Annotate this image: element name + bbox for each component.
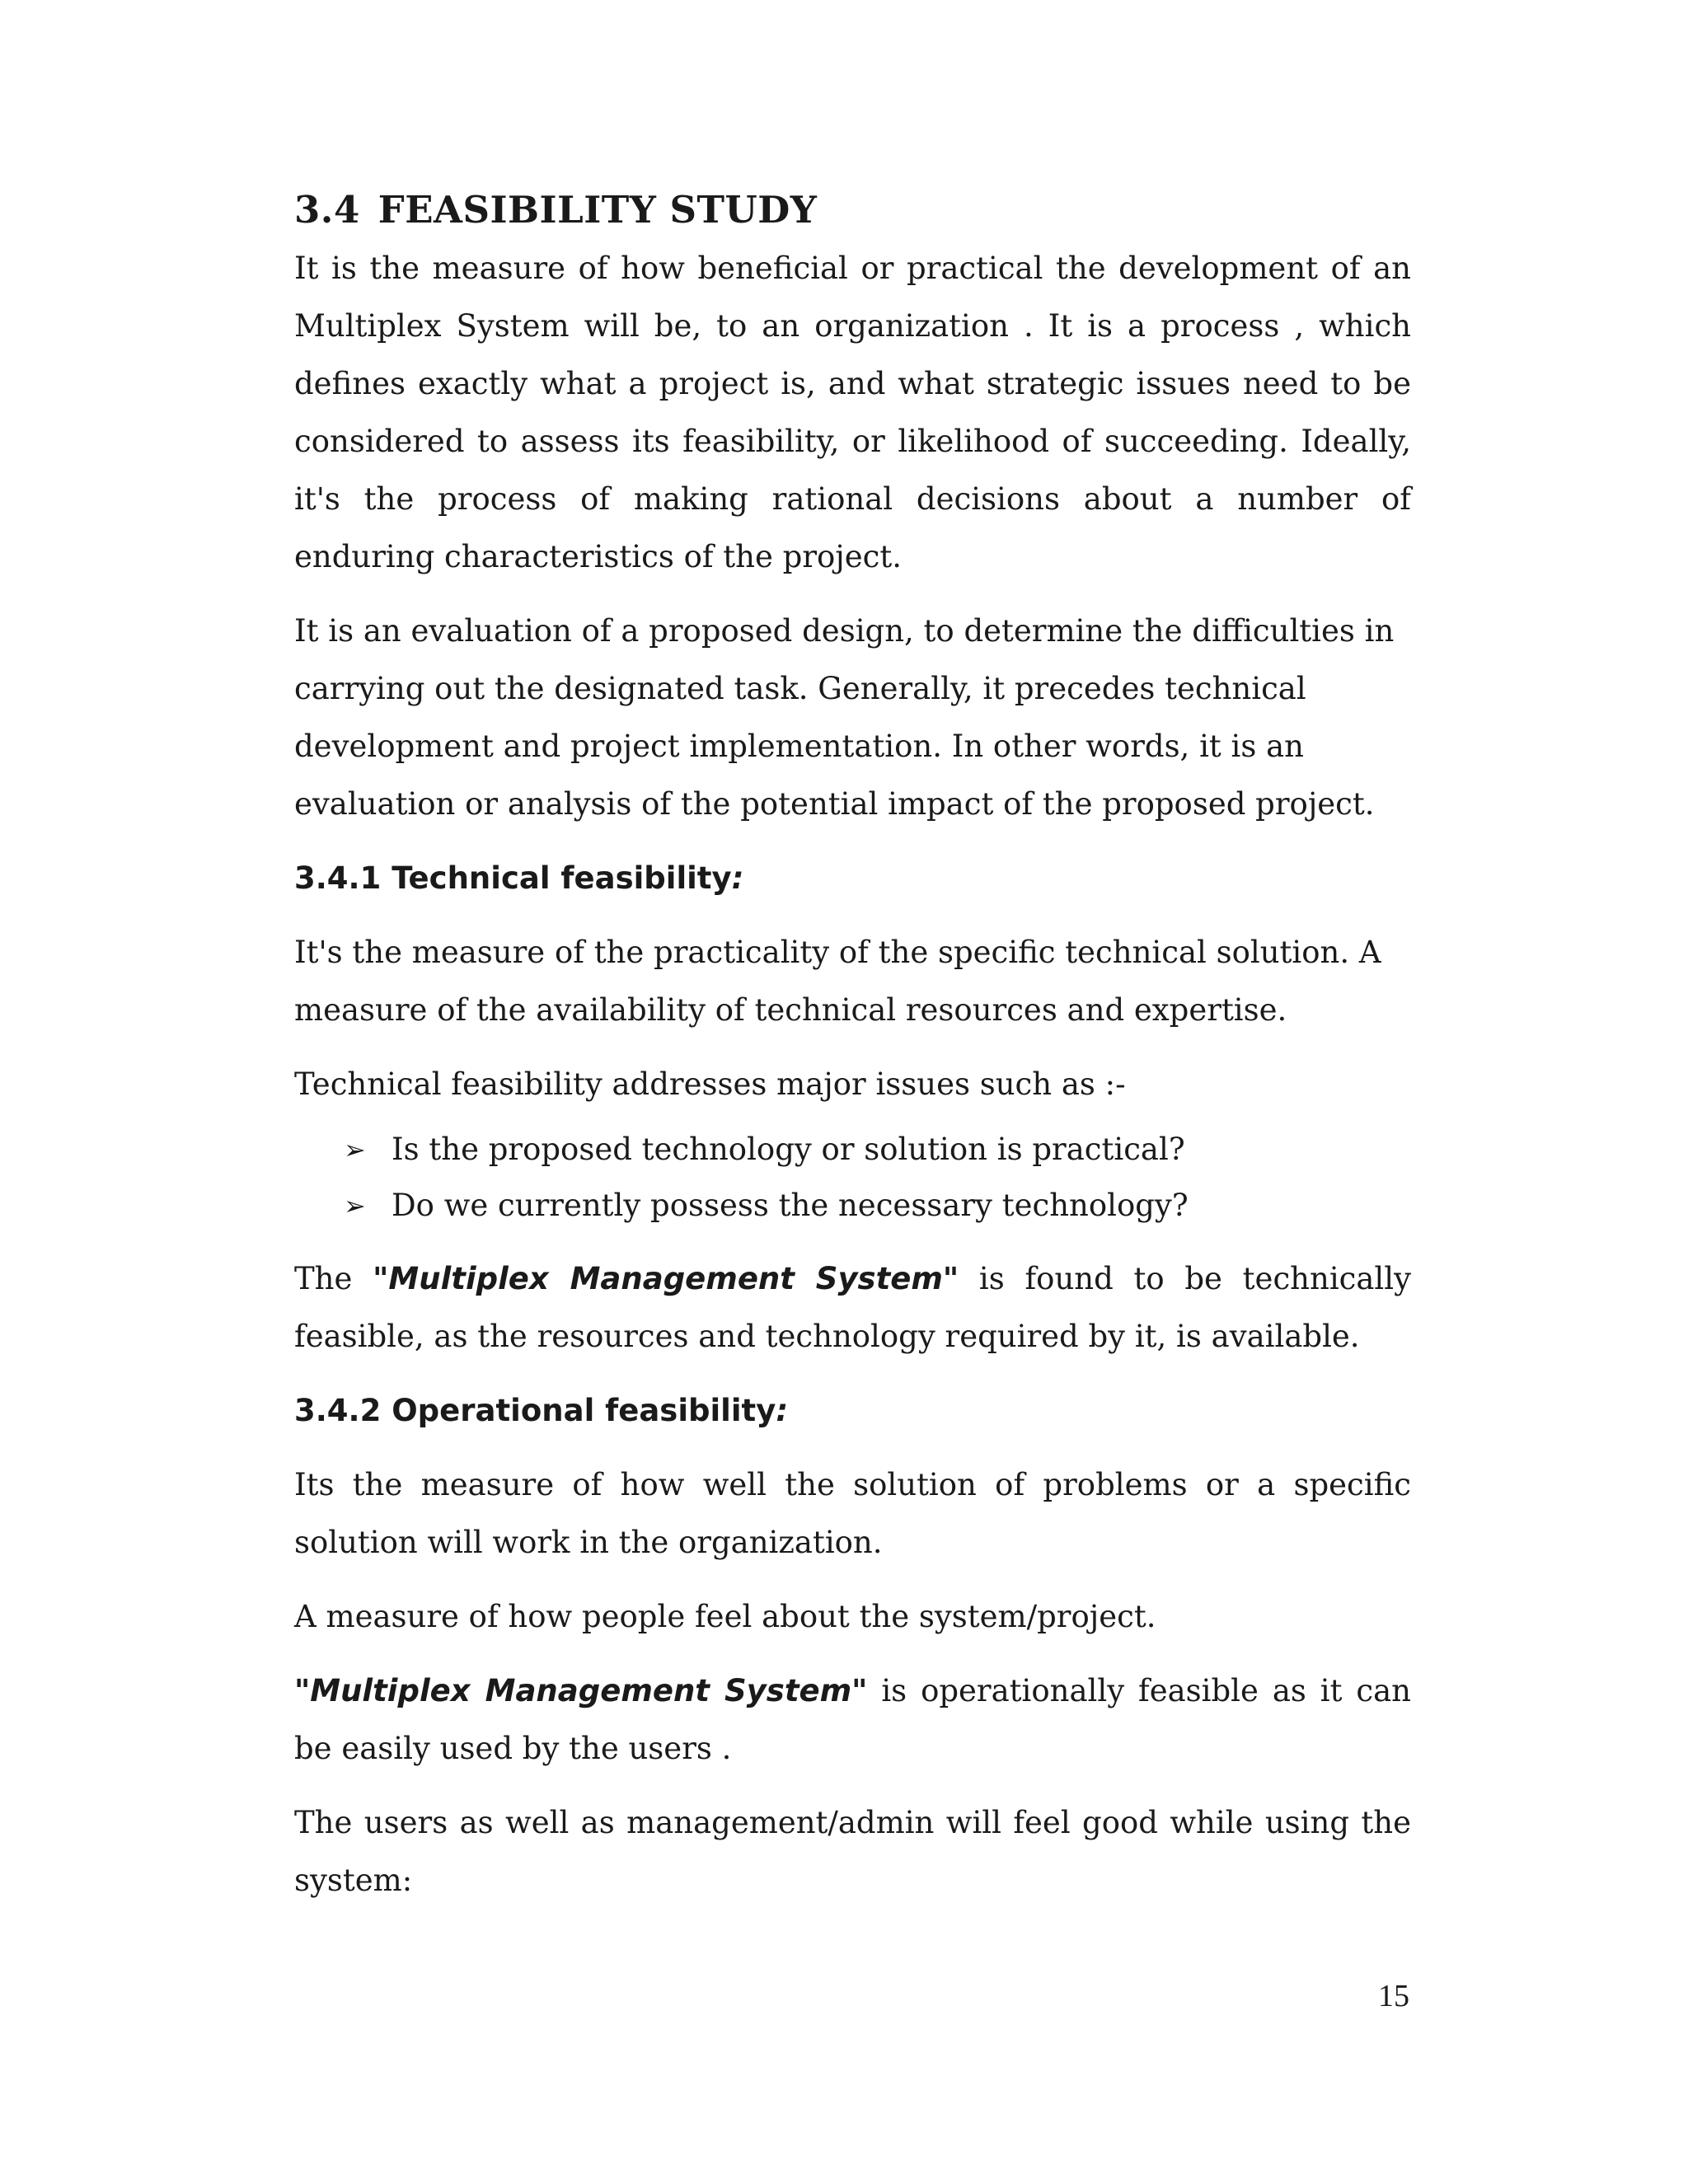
intro-paragraph-2: It is an evaluation of a proposed design, to determine the difficulties in carrying out the designated task. Generally, it precedes technical development and project implementation. In other words, it is an evaluation or analysis of the potential impact of the proposed project.: [294, 613, 1395, 822]
intro-paragraph-1: It is the measure of how beneficial or practical the development of an Multiplex System will be, to an organization . It is a process , which defines exactly what a project is, and what strategic issues need to be considered to assess its feasibility, or likelihood of succeeding. Ideally, it's the process of making rational decisions about a number of enduring characteristics of the project.: [294, 251, 1411, 574]
arrowhead-bullet-icon: ➢: [344, 1190, 366, 1221]
technical-heading-colon: :: [731, 860, 744, 896]
project-name-emphasis: "Multiplex Management System": [294, 1673, 868, 1708]
technical-feasibility-heading: [294, 850, 1411, 907]
section-number: 3.4: [294, 188, 360, 232]
operational-paragraph-2: A measure of how people feel about the system/project.: [294, 1599, 1156, 1634]
operational-paragraph-1: Its the measure of how well the solution of problems or a specific solution will work in the organization.: [294, 1467, 1411, 1560]
operational-paragraph-3-suffix: is operationally feasible as it can be easily used by the users .: [294, 1673, 1411, 1766]
arrowhead-bullet-icon: ➢: [344, 1134, 366, 1165]
project-name-emphasis: "Multiplex Management System": [373, 1261, 959, 1296]
document-page: [294, 185, 1411, 1910]
list-item: [344, 1122, 1411, 1178]
technical-paragraph-2: Technical feasibility addresses major issues such as :-: [294, 1066, 1126, 1102]
technical-conclusion: [294, 1250, 1411, 1366]
operational-feasibility-heading: [294, 1382, 1411, 1440]
technical-issues-list: [294, 1122, 1411, 1234]
section-heading: [294, 185, 1411, 235]
operational-heading-text: 3.4.2 Operational feasibility: [294, 1393, 776, 1428]
section-title: FEASIBILITY STUDY: [377, 188, 818, 232]
list-item-text: Is the proposed technology or solution is practical?: [392, 1132, 1185, 1167]
operational-paragraph-3: [294, 1662, 1411, 1778]
technical-conclusion-suffix: is found to be technically feasible, as the resources and technology required by it, is available.: [294, 1261, 1412, 1354]
technical-heading-text: 3.4.1 Technical feasibility: [294, 860, 732, 896]
technical-paragraph-1: It's the measure of the practicality of the specific technical solution. A measure of the availability of technical resources and expertise.: [294, 935, 1381, 1028]
technical-conclusion-prefix: The: [294, 1261, 373, 1296]
page-number: 15: [1378, 1979, 1409, 2013]
operational-paragraph-4: The users as well as management/admin will feel good while using the system:: [294, 1805, 1411, 1898]
list-item: [344, 1178, 1411, 1234]
list-item-text: Do we currently possess the necessary technology?: [392, 1188, 1189, 1223]
operational-heading-colon: :: [776, 1393, 789, 1428]
